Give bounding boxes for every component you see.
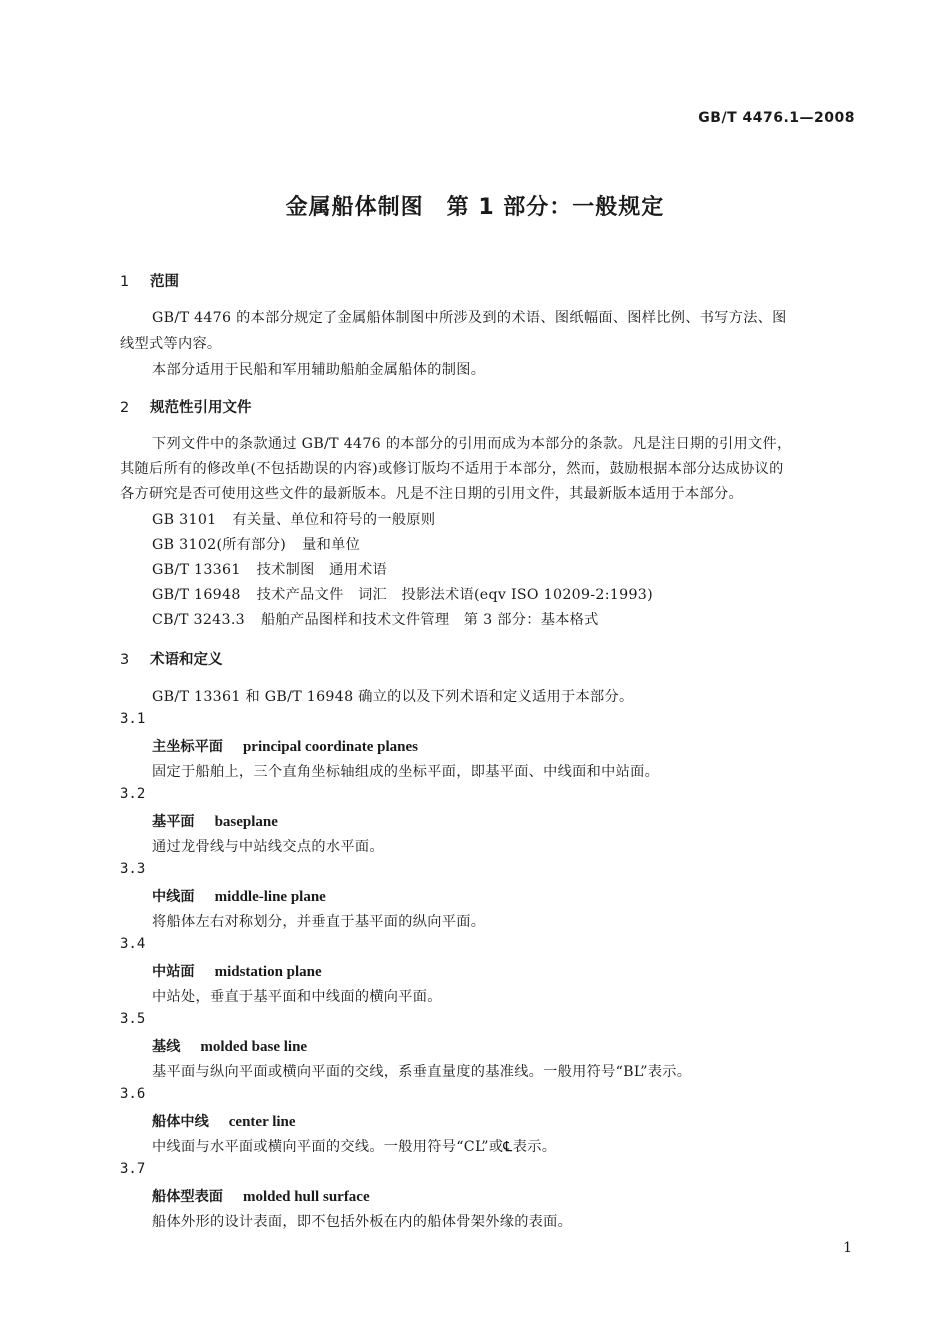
reference-item (152, 534, 360, 554)
term-chinese: 中线面 (152, 889, 195, 905)
reference-code: CB/T 3243.3 (152, 612, 245, 628)
term-definition: 中站处，垂直于基平面和中线面的横向平面。 (152, 989, 442, 1005)
term-chinese: 基线 (152, 1039, 181, 1055)
paragraph-line: GB/T 13361 和 GB/T 16948 确立的以及下列术语和定义适用于本部分。 (152, 689, 634, 705)
term-heading (152, 886, 326, 906)
section-2-heading (120, 396, 252, 417)
paragraph-line: 本部分适用于民船和军用辅助船舶金属船体的制图。 (152, 362, 486, 378)
term-definition: 基平面与纵向平面或横向平面的交线，系垂直量度的基准线。一般用符号“BL”表示。 (152, 1064, 692, 1080)
paragraph-line: 其随后所有的修改单(不包括勘误的内容)或修订版均不适用于本部分，然而，鼓励根据本部分达成协议的 (120, 461, 784, 477)
term-number: 3.3 (120, 861, 146, 877)
term-english: principal coordinate planes (242, 739, 418, 755)
term-heading (152, 1111, 296, 1131)
section-title: 范围 (150, 274, 179, 290)
paragraph-line: 下列文件中的条款通过 GB/T 4476 的本部分的引用而成为本部分的条款。凡是注日期的引用文件， (152, 436, 792, 452)
standard-number: GB/T 4476.1—2008 (698, 110, 855, 126)
term-heading (152, 811, 278, 831)
term-number: 3.6 (120, 1086, 146, 1102)
paragraph-line: 各方研究是否可使用这些文件的最新版本。凡是不注日期的引用文件，其最新版本适用于本部分。 (120, 486, 743, 502)
reference-code: GB 3101 (152, 512, 217, 528)
term-chinese: 船体中线 (152, 1114, 209, 1130)
term-number: 3.4 (120, 936, 146, 952)
reference-item (152, 559, 387, 579)
reference-item (152, 584, 653, 604)
term-heading (152, 1036, 307, 1056)
paragraph-line: GB/T 4476 的本部分规定了金属船体制图中所涉及到的术语、图纸幅面、图样比例、书写方法、图 (152, 310, 787, 326)
term-english: baseplane (214, 814, 278, 830)
term-number: 3.2 (120, 786, 146, 802)
reference-item (152, 609, 599, 629)
section-1-heading (120, 270, 179, 291)
term-heading (152, 1186, 370, 1206)
reference-code: GB 3102(所有部分) (152, 537, 287, 553)
reference-title: 技术制图 通用术语 (256, 562, 388, 578)
page-number: 1 (843, 1240, 852, 1256)
term-number: 3.7 (120, 1161, 146, 1177)
section-3-heading (120, 648, 223, 669)
section-number: 3 (120, 652, 130, 668)
term-definition: 将船体左右对称划分，并垂直于基平面的纵向平面。 (152, 914, 486, 930)
term-english: midstation plane (214, 964, 322, 980)
reference-title: 技术产品文件 词汇 投影法术语(eqv ISO 10209-2:1993) (256, 587, 653, 603)
term-chinese: 船体型表面 (152, 1189, 223, 1205)
term-english: molded hull surface (242, 1189, 370, 1205)
term-definition: 通过龙骨线与中站线交点的水平面。 (152, 839, 384, 855)
term-number: 3.5 (120, 1011, 146, 1027)
document-title: 金属船体制图 第 1 部分：一般规定 (285, 195, 665, 220)
section-title: 术语和定义 (150, 652, 223, 668)
reference-title: 量和单位 (302, 537, 361, 553)
reference-title: 有关量、单位和符号的一般原则 (232, 512, 436, 528)
term-chinese: 主坐标平面 (152, 739, 223, 755)
section-title: 规范性引用文件 (150, 400, 252, 416)
term-heading (152, 961, 322, 981)
term-definition: 固定于船舶上，三个直角坐标轴组成的坐标平面，即基平面、中线面和中站面。 (152, 764, 660, 780)
section-number: 1 (120, 274, 130, 290)
reference-code: GB/T 13361 (152, 562, 241, 578)
reference-title: 船舶产品图样和技术文件管理 第 3 部分：基本格式 (260, 612, 599, 628)
term-definition: 中线面与水平面或横向平面的交线。一般用符号“CL”或℄表示。 (152, 1139, 557, 1155)
reference-code: GB/T 16948 (152, 587, 241, 603)
paragraph-line: 线型式等内容。 (120, 336, 222, 352)
section-number: 2 (120, 400, 130, 416)
term-english: molded base line (200, 1039, 308, 1055)
term-english: middle-line plane (214, 889, 326, 905)
term-number: 3.1 (120, 711, 146, 727)
term-definition: 船体外形的设计表面，即不包括外板在内的船体骨架外缘的表面。 (152, 1214, 573, 1230)
term-chinese: 基平面 (152, 814, 195, 830)
reference-item (152, 509, 435, 529)
term-heading (152, 736, 418, 756)
term-chinese: 中站面 (152, 964, 195, 980)
term-english: center line (228, 1114, 296, 1130)
